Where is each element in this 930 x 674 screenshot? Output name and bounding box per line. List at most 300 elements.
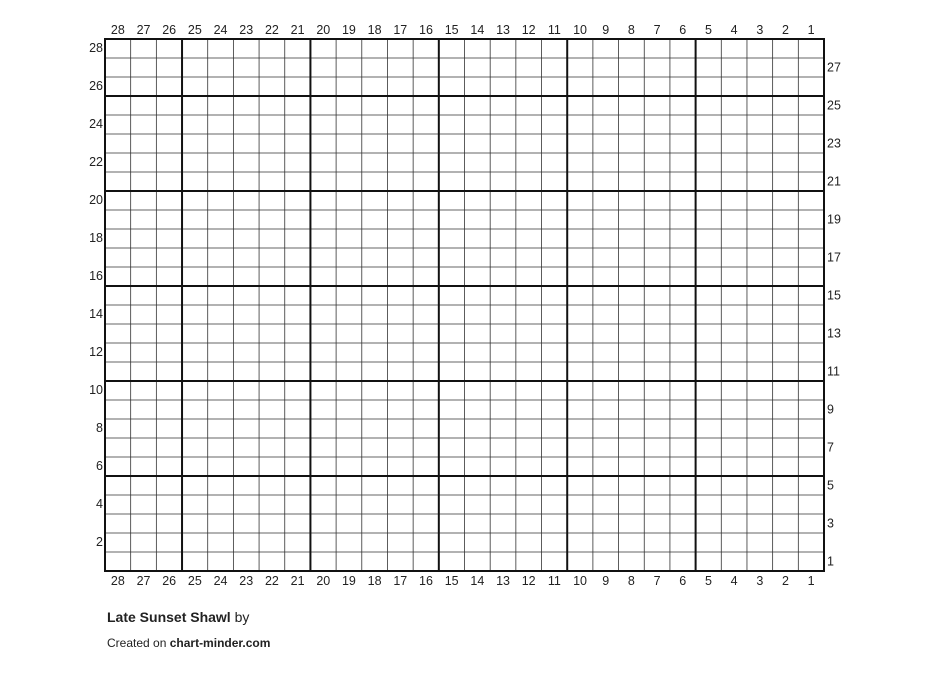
chart-cell <box>105 267 131 286</box>
chart-cell <box>156 514 182 533</box>
chart-cell <box>721 552 747 571</box>
chart-cell <box>593 39 619 58</box>
row-label-right: 9 <box>827 402 834 417</box>
chart-cell <box>208 514 234 533</box>
column-label-top: 9 <box>602 23 610 37</box>
chart-cell <box>336 476 362 495</box>
chart-cell <box>465 191 491 210</box>
chart-cell <box>439 533 465 552</box>
chart-cell <box>516 172 542 191</box>
chart-cell <box>593 153 619 172</box>
chart-cell <box>516 457 542 476</box>
chart-cell <box>747 267 773 286</box>
chart-cell <box>542 77 568 96</box>
chart-cell <box>798 438 824 457</box>
chart-cell <box>259 39 285 58</box>
column-label-top: 4 <box>730 23 738 37</box>
chart-cell <box>747 419 773 438</box>
chart-cell <box>798 476 824 495</box>
chart-cell <box>567 286 593 305</box>
chart-cell <box>644 343 670 362</box>
chart-cell <box>208 248 234 267</box>
chart-cell <box>465 134 491 153</box>
chart-cell <box>208 324 234 343</box>
chart-cell <box>131 39 157 58</box>
chart-cell <box>182 96 208 115</box>
chart-cell <box>131 419 157 438</box>
chart-cell <box>208 457 234 476</box>
chart-cell <box>696 362 722 381</box>
chart-cell <box>105 286 131 305</box>
chart-cell <box>439 362 465 381</box>
chart-cell <box>387 457 413 476</box>
column-label-bottom: 15 <box>444 574 459 588</box>
chart-cell <box>490 400 516 419</box>
chart-cell <box>542 495 568 514</box>
chart-cell <box>542 419 568 438</box>
chart-cell <box>387 362 413 381</box>
chart-cell <box>465 96 491 115</box>
chart-cell <box>439 153 465 172</box>
chart-cell <box>310 210 336 229</box>
chart-cell <box>773 134 799 153</box>
chart-cell <box>362 457 388 476</box>
chart-cell <box>696 495 722 514</box>
column-label-bottom: 18 <box>367 574 382 588</box>
chart-cell <box>208 153 234 172</box>
row-label-right: 23 <box>827 136 841 151</box>
chart-cell <box>105 58 131 77</box>
chart-cell <box>773 248 799 267</box>
chart-cell <box>387 58 413 77</box>
chart-cell <box>798 343 824 362</box>
chart-cell <box>156 172 182 191</box>
chart-cell <box>310 77 336 96</box>
chart-cell <box>285 438 311 457</box>
chart-cell <box>362 514 388 533</box>
chart-cell <box>567 153 593 172</box>
column-label-bottom: 2 <box>782 574 789 588</box>
chart-cell <box>336 134 362 153</box>
chart-cell <box>362 115 388 134</box>
chart-cell <box>696 343 722 362</box>
chart-cell <box>696 438 722 457</box>
chart-cell <box>721 58 747 77</box>
chart-cell <box>542 400 568 419</box>
chart-cell <box>465 552 491 571</box>
chart-cell <box>439 96 465 115</box>
chart-cell <box>798 115 824 134</box>
chart-cell <box>465 457 491 476</box>
chart-cell <box>336 381 362 400</box>
chart-cell <box>516 248 542 267</box>
chart-cell <box>567 58 593 77</box>
chart-cell <box>516 533 542 552</box>
column-label-top: 17 <box>393 23 408 37</box>
chart-cell <box>798 381 824 400</box>
chart-cell <box>336 248 362 267</box>
chart-cell <box>259 552 285 571</box>
chart-cell <box>362 324 388 343</box>
chart-cell <box>182 552 208 571</box>
row-label-left: 18 <box>89 231 103 245</box>
chart-cell <box>696 457 722 476</box>
chart-cell <box>208 191 234 210</box>
chart-cell <box>259 476 285 495</box>
chart-cell <box>259 210 285 229</box>
chart-cell <box>490 248 516 267</box>
chart-cell <box>721 495 747 514</box>
chart-cell <box>465 362 491 381</box>
chart-cell <box>798 324 824 343</box>
chart-cell <box>387 381 413 400</box>
credit-line <box>107 636 270 650</box>
chart-cell <box>696 39 722 58</box>
chart-cell <box>798 191 824 210</box>
chart-cell <box>413 514 439 533</box>
chart-cell <box>233 134 259 153</box>
chart-cell <box>439 267 465 286</box>
chart-cell <box>619 96 645 115</box>
chart-cell <box>336 77 362 96</box>
chart-cell <box>182 343 208 362</box>
chart-cell <box>105 39 131 58</box>
chart-cell <box>362 58 388 77</box>
chart-cell <box>567 229 593 248</box>
chart-cell <box>310 305 336 324</box>
chart-cell <box>644 229 670 248</box>
chart-cell <box>259 286 285 305</box>
chart-cell <box>773 324 799 343</box>
chart-cell <box>644 457 670 476</box>
chart-cell <box>413 96 439 115</box>
chart-cell <box>721 400 747 419</box>
chart-cell <box>670 210 696 229</box>
chart-cell <box>310 343 336 362</box>
chart-cell <box>439 400 465 419</box>
row-label-left: 14 <box>89 307 103 321</box>
chart-cell <box>156 267 182 286</box>
row-label-left: 4 <box>96 497 103 511</box>
chart-cell <box>465 514 491 533</box>
chart-cell <box>747 514 773 533</box>
chart-cell <box>567 324 593 343</box>
chart-cell <box>208 495 234 514</box>
column-label-bottom: 1 <box>807 574 815 588</box>
chart-cell <box>413 343 439 362</box>
chart-cell <box>387 552 413 571</box>
chart-cell <box>721 381 747 400</box>
chart-cell <box>465 305 491 324</box>
chart-cell <box>593 210 619 229</box>
chart-cell <box>156 115 182 134</box>
column-label-top: 28 <box>110 23 125 37</box>
chart-cell <box>439 172 465 191</box>
chart-cell <box>413 172 439 191</box>
chart-cell <box>105 153 131 172</box>
chart-cell <box>310 419 336 438</box>
chart-cell <box>310 229 336 248</box>
chart-cell <box>773 514 799 533</box>
chart-cell <box>259 343 285 362</box>
chart-cell <box>362 438 388 457</box>
chart-cell <box>285 457 311 476</box>
chart-cell <box>490 191 516 210</box>
chart-cell <box>285 248 311 267</box>
chart-cell <box>131 552 157 571</box>
chart-cell <box>593 552 619 571</box>
chart-cell <box>182 400 208 419</box>
chart-cell <box>465 533 491 552</box>
chart-cell <box>413 476 439 495</box>
chart-cell <box>516 438 542 457</box>
chart-cell <box>131 457 157 476</box>
chart-cell <box>696 191 722 210</box>
chart-cell <box>644 381 670 400</box>
chart-cell <box>208 115 234 134</box>
chart-cell <box>285 115 311 134</box>
chart-cell <box>387 514 413 533</box>
chart-cell <box>773 343 799 362</box>
chart-cell <box>516 324 542 343</box>
chart-cell <box>542 552 568 571</box>
chart-cell <box>336 533 362 552</box>
chart-cell <box>593 438 619 457</box>
chart-cell <box>362 191 388 210</box>
chart-cell <box>310 476 336 495</box>
chart-cell <box>362 476 388 495</box>
chart-cell <box>259 457 285 476</box>
chart-cell <box>670 381 696 400</box>
chart-cell <box>721 286 747 305</box>
chart-cell <box>798 305 824 324</box>
chart-cell <box>696 229 722 248</box>
chart-cell <box>310 514 336 533</box>
chart-cell <box>233 267 259 286</box>
chart-cell <box>182 381 208 400</box>
chart-cell <box>490 58 516 77</box>
chart-cell <box>542 210 568 229</box>
chart-cell <box>490 476 516 495</box>
chart-cell <box>182 115 208 134</box>
chart-cell <box>208 77 234 96</box>
chart-cell <box>644 248 670 267</box>
chart-cell <box>285 533 311 552</box>
chart-cell <box>696 514 722 533</box>
chart-cell <box>465 381 491 400</box>
chart-cell <box>439 210 465 229</box>
chart-cell <box>773 476 799 495</box>
chart-cell <box>644 39 670 58</box>
chart-cell <box>542 134 568 153</box>
column-label-bottom: 20 <box>316 574 331 588</box>
chart-cell <box>156 457 182 476</box>
chart-cell <box>465 77 491 96</box>
chart-cell <box>156 362 182 381</box>
chart-cell <box>336 552 362 571</box>
chart-cell <box>670 191 696 210</box>
chart-cell <box>798 552 824 571</box>
chart-cell <box>336 343 362 362</box>
chart-cell <box>516 400 542 419</box>
chart-cell <box>439 438 465 457</box>
chart-cell <box>670 324 696 343</box>
chart-cell <box>670 400 696 419</box>
chart-cell <box>747 400 773 419</box>
chart-cell <box>310 115 336 134</box>
chart-cell <box>670 476 696 495</box>
chart-cell <box>747 248 773 267</box>
chart-cell <box>593 476 619 495</box>
chart-cell <box>336 267 362 286</box>
chart-cell <box>490 381 516 400</box>
chart-cell <box>747 362 773 381</box>
chart-cell <box>465 324 491 343</box>
chart-cell <box>619 134 645 153</box>
column-label-top: 27 <box>136 23 151 37</box>
row-label-right: 3 <box>827 516 834 531</box>
column-label-bottom: 23 <box>239 574 254 588</box>
chart-cell <box>593 172 619 191</box>
chart-cell <box>182 495 208 514</box>
chart-cell <box>233 210 259 229</box>
chart-cell <box>490 495 516 514</box>
chart-cell <box>413 39 439 58</box>
chart-cell <box>259 191 285 210</box>
chart-cell <box>259 267 285 286</box>
chart-cell <box>465 267 491 286</box>
chart-cell <box>336 96 362 115</box>
chart-cell <box>233 324 259 343</box>
chart-cell <box>747 191 773 210</box>
chart-cell <box>105 495 131 514</box>
column-labels-bottom <box>111 574 815 588</box>
chart-cell <box>413 286 439 305</box>
chart-cell <box>182 305 208 324</box>
row-label-right: 11 <box>827 364 840 379</box>
chart-cell <box>721 267 747 286</box>
chart-cell <box>259 134 285 153</box>
chart-cell <box>156 286 182 305</box>
chart-cell <box>773 381 799 400</box>
chart-cell <box>362 305 388 324</box>
chart-cell <box>182 248 208 267</box>
column-label-top: 11 <box>547 23 561 37</box>
chart-cell <box>387 134 413 153</box>
row-label-right: 27 <box>827 60 841 75</box>
chart-cell <box>542 286 568 305</box>
chart-cell <box>747 343 773 362</box>
column-label-bottom: 6 <box>679 574 687 588</box>
chart-cell <box>593 115 619 134</box>
row-labels-left <box>89 41 103 549</box>
chart-cell <box>567 115 593 134</box>
chart-cell <box>208 400 234 419</box>
chart-cell <box>362 153 388 172</box>
row-label-left: 28 <box>89 41 103 55</box>
chart-cell <box>285 58 311 77</box>
chart-cell <box>233 514 259 533</box>
chart-cell <box>156 134 182 153</box>
chart-cell <box>644 153 670 172</box>
chart-cell <box>285 286 311 305</box>
chart-cell <box>105 115 131 134</box>
chart-cell <box>387 495 413 514</box>
chart-cell <box>156 229 182 248</box>
column-label-bottom: 27 <box>136 574 151 588</box>
chart-cell <box>105 343 131 362</box>
chart-cell <box>516 134 542 153</box>
chart-cell <box>336 457 362 476</box>
chart-cell <box>798 267 824 286</box>
chart-cell <box>156 381 182 400</box>
chart-cell <box>131 267 157 286</box>
chart-cell <box>773 96 799 115</box>
chart-cell <box>567 77 593 96</box>
chart-cell <box>747 134 773 153</box>
column-label-top: 24 <box>213 23 228 37</box>
chart-cell <box>310 457 336 476</box>
chart-cell <box>259 438 285 457</box>
column-label-top: 15 <box>444 23 459 37</box>
chart-cell <box>465 248 491 267</box>
chart-cell <box>516 77 542 96</box>
chart-cell <box>721 343 747 362</box>
chart-cell <box>465 210 491 229</box>
chart-cell <box>439 286 465 305</box>
chart-cell <box>798 533 824 552</box>
chart-cell <box>439 495 465 514</box>
chart-cell <box>182 77 208 96</box>
chart-cell <box>721 77 747 96</box>
row-label-right: 21 <box>827 174 841 189</box>
chart-cell <box>619 419 645 438</box>
chart-cell <box>285 419 311 438</box>
chart-cell <box>233 172 259 191</box>
chart-cell <box>798 495 824 514</box>
chart-cell <box>670 153 696 172</box>
chart-cell <box>105 172 131 191</box>
chart-cell <box>593 229 619 248</box>
chart-cell <box>285 77 311 96</box>
chart-cell <box>413 400 439 419</box>
chart-cell <box>131 153 157 172</box>
chart-cell <box>773 305 799 324</box>
chart-cell <box>233 229 259 248</box>
chart-cell <box>593 191 619 210</box>
site-name: chart-minder.com <box>169 636 271 650</box>
chart-cell <box>131 115 157 134</box>
chart-cell <box>413 381 439 400</box>
chart-cell <box>644 533 670 552</box>
chart-cell <box>233 438 259 457</box>
chart-cell <box>336 305 362 324</box>
chart-cell <box>285 305 311 324</box>
chart-cell <box>516 191 542 210</box>
chart-cell <box>182 153 208 172</box>
chart-cell <box>413 267 439 286</box>
chart-cell <box>131 248 157 267</box>
chart-cell <box>619 476 645 495</box>
chart-cell <box>233 96 259 115</box>
chart-cell <box>567 362 593 381</box>
column-label-top: 21 <box>290 23 305 37</box>
column-label-top: 22 <box>264 23 279 37</box>
chart-cell <box>619 172 645 191</box>
chart-cell <box>285 324 311 343</box>
chart-cell <box>773 153 799 172</box>
chart-cell <box>721 153 747 172</box>
